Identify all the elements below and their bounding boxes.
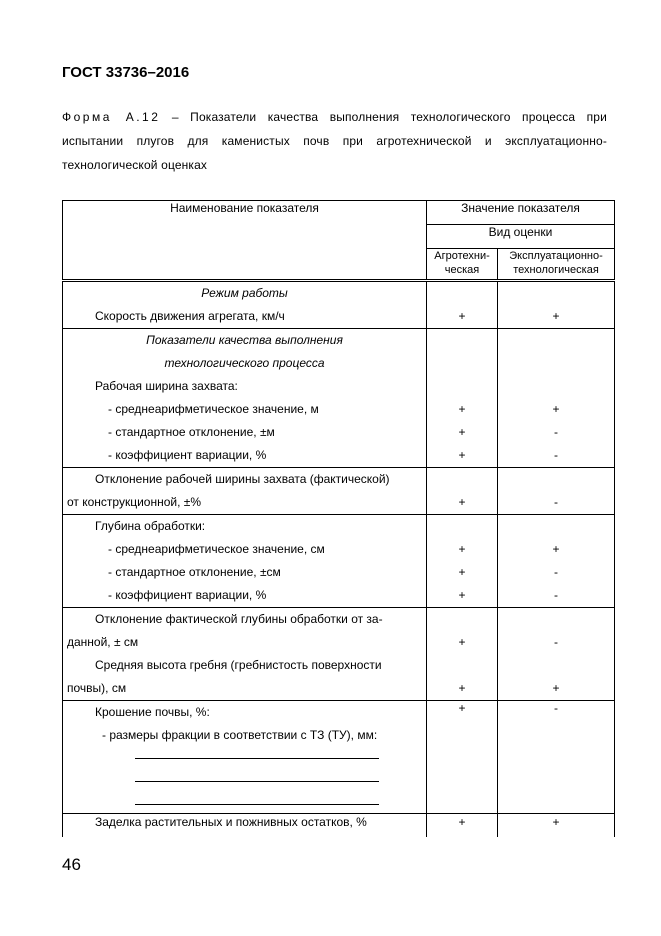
indicators-table [62, 200, 615, 837]
agro-line-1: Агротехни- [434, 250, 490, 262]
expl-value: + [552, 815, 560, 829]
agro-value [427, 608, 497, 631]
blank-line [135, 747, 379, 759]
expl-value [498, 375, 614, 398]
row-label: - стандартное отклонение, ±м [108, 425, 275, 439]
agro-value: + [458, 701, 466, 715]
table-row [63, 515, 615, 539]
document-header: ГОСТ 33736–2016 [62, 64, 190, 81]
table-row [63, 747, 615, 770]
row-label: - размеры фракции в соответствии с ТЗ (ТУ), мм: [102, 728, 378, 742]
table-row [63, 793, 615, 814]
table-caption [62, 105, 607, 177]
table-row [63, 468, 615, 492]
agro-value [427, 329, 497, 352]
agro-value: + [458, 448, 466, 462]
table-row [63, 814, 615, 838]
page-number: 46 [62, 855, 81, 874]
table-row [63, 444, 615, 468]
row-label: - коэффициент вариации, % [108, 448, 267, 462]
section-title: Режим работы [201, 286, 288, 300]
row-label: Отклонение рабочей ширины захвата (фактической) [95, 472, 390, 486]
table-row [63, 654, 615, 677]
agro-value [427, 352, 497, 375]
table-row [63, 584, 615, 608]
agro-value: + [458, 681, 466, 695]
table-row [63, 701, 615, 725]
table-row [63, 281, 615, 306]
table-row [63, 770, 615, 793]
agro-value [427, 515, 497, 538]
expl-value [498, 468, 614, 491]
table-row [63, 375, 615, 398]
row-label: - среднеарифметическое значение, см [108, 542, 325, 556]
row-label: Средняя высота гребня (гребнистость поверхности [95, 658, 382, 672]
agro-line-2: ческая [444, 264, 480, 276]
expl-value: - [554, 588, 558, 602]
agro-value: + [458, 635, 466, 649]
table-row [63, 491, 615, 515]
section-title: технологического процесса [164, 356, 325, 370]
row-label: Рабочая ширина захвата: [95, 379, 238, 393]
table-row [63, 398, 615, 421]
expl-value: - [554, 495, 558, 509]
agro-value: + [458, 542, 466, 556]
table-row [63, 608, 615, 632]
expl-line-1: Эксплуатационно- [509, 250, 603, 262]
row-label: данной, ± см [67, 635, 139, 649]
expl-value: + [552, 542, 560, 556]
column-header-expl [498, 249, 615, 281]
agro-value: + [458, 588, 466, 602]
agro-value [427, 375, 497, 398]
form-title: – Показатели качества выполнения технологического процесса при испытании плугов для каменистых почв при агротехнической и эксплуатационно-технологической оценках [62, 110, 607, 172]
expl-value: - [554, 701, 558, 715]
expl-value [498, 282, 614, 305]
expl-value: - [554, 448, 558, 462]
table-row [63, 538, 615, 561]
table-row [63, 631, 615, 654]
expl-value: - [554, 425, 558, 439]
row-label: - стандартное отклонение, ±см [108, 565, 281, 579]
blank-line [135, 793, 379, 805]
row-label: от конструкционной, ±% [67, 495, 202, 509]
row-label: - среднеарифметическое значение, м [108, 402, 319, 416]
blank-line [135, 770, 379, 782]
column-header-value: Значение показателя [427, 201, 615, 225]
agro-value [427, 654, 497, 677]
expl-value: + [552, 402, 560, 416]
expl-value: + [552, 309, 560, 323]
agro-value [427, 468, 497, 491]
agro-value: + [458, 495, 466, 509]
agro-value: + [458, 402, 466, 416]
form-label: Форма А.12 [62, 110, 161, 124]
row-label: - коэффициент вариации, % [108, 588, 267, 602]
expl-line-2: технологическая [513, 264, 599, 276]
column-header-kind: Вид оценки [427, 225, 615, 249]
table-row [63, 561, 615, 584]
row-label: Крошение почвы, %: [95, 705, 210, 719]
table-row [63, 421, 615, 444]
table-row [63, 677, 615, 701]
agro-value: + [458, 309, 466, 323]
expl-value [498, 352, 614, 375]
table-row [63, 724, 615, 747]
table-row [63, 329, 615, 353]
row-label: Заделка растительных и пожнивных остатков, % [95, 815, 367, 829]
expl-value [498, 329, 614, 352]
expl-value: - [554, 635, 558, 649]
column-header-agro [427, 249, 498, 281]
table-row [63, 305, 615, 329]
column-header-name: Наименование показателя [63, 201, 427, 281]
row-label: Скорость движения агрегата, км/ч [95, 309, 285, 323]
agro-value [427, 282, 497, 305]
row-label: почвы), см [67, 681, 127, 695]
expl-value [498, 608, 614, 631]
row-label: Отклонение фактической глубины обработки от за- [95, 612, 383, 626]
expl-value: - [554, 565, 558, 579]
agro-value: + [458, 815, 466, 829]
section-title: Показатели качества выполнения [146, 333, 343, 347]
agro-value: + [458, 425, 466, 439]
expl-value: + [552, 681, 560, 695]
expl-value [498, 654, 614, 677]
agro-value: + [458, 565, 466, 579]
expl-value [498, 515, 614, 538]
row-label: Глубина обработки: [95, 519, 206, 533]
table-row [63, 352, 615, 375]
